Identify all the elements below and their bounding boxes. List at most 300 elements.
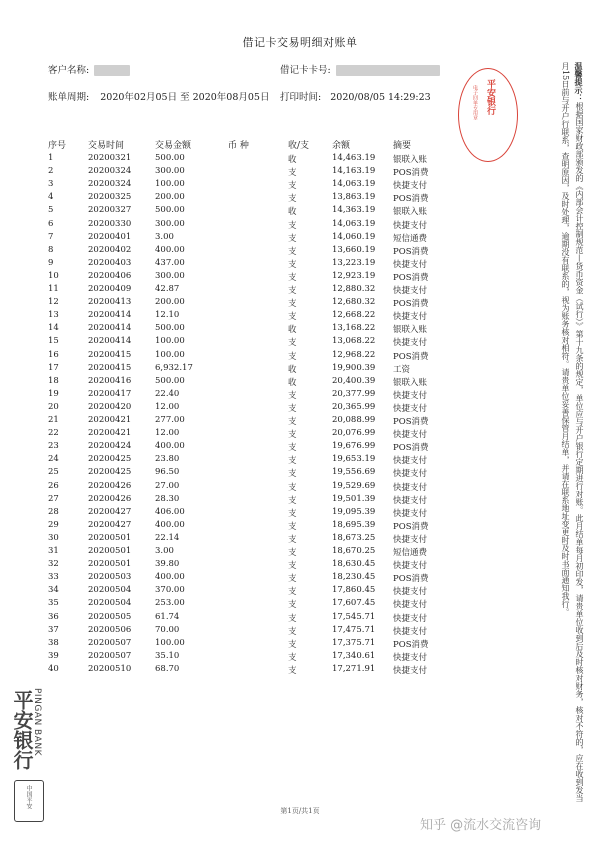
row-index: 32 <box>48 559 59 570</box>
row-balance: 18,673.25 <box>332 532 376 543</box>
row-balance: 20,076.99 <box>332 428 376 439</box>
row-amount: 500.00 <box>155 323 185 334</box>
row-index: 29 <box>48 519 59 530</box>
row-amount: 27.00 <box>155 480 180 491</box>
row-amount: 300.00 <box>155 166 185 177</box>
table-row <box>0 481 600 493</box>
row-date: 20200504 <box>88 585 132 596</box>
row-amount: 277.00 <box>155 415 185 425</box>
card-number-field <box>280 62 440 76</box>
row-date: 20200426 <box>88 480 132 491</box>
row-balance: 17,271.91 <box>332 663 376 674</box>
print-time-label: 打印时间: <box>280 92 322 103</box>
row-index: 11 <box>48 284 59 294</box>
row-direction: 支 <box>288 652 297 663</box>
row-direction: 支 <box>288 587 297 598</box>
row-index: 26 <box>48 480 59 491</box>
row-direction: 支 <box>288 495 297 506</box>
row-summary: POS消费 <box>393 574 429 585</box>
billing-period-value: 2020年02月05日 至 2020年08月05日 <box>100 92 270 103</box>
row-index: 7 <box>48 231 54 242</box>
row-index: 8 <box>48 244 54 255</box>
row-index: 34 <box>48 585 59 596</box>
row-balance: 14,060.19 <box>332 231 376 242</box>
row-balance: 13,168.22 <box>332 323 376 334</box>
row-date: 20200425 <box>88 454 132 465</box>
row-summary: 短信通费 <box>393 233 428 244</box>
row-direction: 支 <box>288 639 297 650</box>
table-row <box>0 363 600 375</box>
row-amount: 100.00 <box>155 349 185 360</box>
row-amount: 3.00 <box>155 231 174 242</box>
row-summary: POS消费 <box>393 168 429 179</box>
row-summary: POS消费 <box>393 272 429 283</box>
row-index: 36 <box>48 611 59 622</box>
row-direction: 支 <box>288 534 297 545</box>
row-date: 20200414 <box>88 323 132 334</box>
table-row <box>0 546 600 558</box>
table-row <box>0 258 600 270</box>
row-direction: 支 <box>288 403 297 414</box>
row-index: 12 <box>48 297 59 308</box>
row-amount: 6,932.17 <box>155 362 193 373</box>
row-summary: 快捷支付 <box>393 587 428 598</box>
row-balance: 13,223.19 <box>332 257 376 268</box>
header-direction: 收/支 <box>288 141 310 151</box>
table-row <box>0 559 600 571</box>
row-date: 20200321 <box>88 153 132 163</box>
row-direction: 支 <box>288 259 297 270</box>
row-direction: 支 <box>288 272 297 283</box>
row-summary: POS消费 <box>393 417 429 427</box>
row-date: 20200507 <box>88 637 132 648</box>
row-amount: 400.00 <box>155 519 185 530</box>
row-balance: 19,501.39 <box>332 493 376 504</box>
row-direction: 支 <box>288 508 297 519</box>
row-direction: 支 <box>288 548 297 558</box>
seal-bank-name: 平安银行 <box>485 79 495 115</box>
row-index: 39 <box>48 650 59 661</box>
row-direction: 收 <box>288 155 297 165</box>
row-balance: 20,088.99 <box>332 415 376 425</box>
row-index: 1 <box>48 153 54 163</box>
row-direction: 支 <box>288 443 297 454</box>
row-balance: 14,363.19 <box>332 205 376 216</box>
row-summary: 快捷支付 <box>393 286 428 296</box>
row-index: 6 <box>48 218 54 229</box>
row-index: 3 <box>48 179 54 190</box>
row-summary: 快捷支付 <box>393 220 428 231</box>
row-index: 16 <box>48 349 59 360</box>
table-row <box>0 415 600 427</box>
row-amount: 28.30 <box>155 493 180 504</box>
row-date: 20200504 <box>88 598 132 609</box>
table-row <box>0 336 600 348</box>
row-summary: 快捷支付 <box>393 665 428 676</box>
row-amount: 100.00 <box>155 179 185 190</box>
row-date: 20200505 <box>88 611 132 622</box>
row-direction: 支 <box>288 521 297 532</box>
row-summary: POS消费 <box>393 443 429 454</box>
table-row <box>0 494 600 506</box>
table-row <box>0 376 600 388</box>
row-direction: 支 <box>288 482 297 493</box>
row-balance: 20,365.99 <box>332 401 376 412</box>
row-balance: 12,668.22 <box>332 310 376 321</box>
table-row <box>0 651 600 663</box>
table-row <box>0 297 600 309</box>
table-row <box>0 192 600 204</box>
table-row <box>0 310 600 322</box>
row-date: 20200327 <box>88 205 132 216</box>
row-balance: 14,463.19 <box>332 153 376 163</box>
row-index: 28 <box>48 506 59 517</box>
row-date: 20200501 <box>88 559 132 570</box>
row-summary: 银联入账 <box>393 207 428 218</box>
row-index: 9 <box>48 257 54 268</box>
row-date: 20200324 <box>88 179 132 190</box>
row-summary: 快捷支付 <box>393 403 428 414</box>
table-row <box>0 664 600 676</box>
row-amount: 22.14 <box>155 532 180 543</box>
row-amount: 500.00 <box>155 205 185 216</box>
customer-name-field <box>48 62 130 76</box>
row-index: 38 <box>48 637 59 648</box>
row-amount: 500.00 <box>155 375 185 386</box>
row-date: 20200401 <box>88 231 132 242</box>
row-amount: 406.00 <box>155 506 185 517</box>
row-index: 5 <box>48 205 54 216</box>
pingan-badge-text: 中国平安 <box>25 785 32 809</box>
card-number-label: 借记卡卡号: <box>280 65 331 76</box>
row-summary: 快捷支付 <box>393 469 428 480</box>
row-direction: 支 <box>288 665 297 676</box>
row-direction: 支 <box>288 312 297 323</box>
row-index: 4 <box>48 192 54 203</box>
row-direction: 收 <box>288 207 297 218</box>
table-row <box>0 166 600 178</box>
row-summary: 快捷支付 <box>393 508 428 519</box>
row-balance: 13,660.19 <box>332 244 376 255</box>
table-row <box>0 625 600 637</box>
row-date: 20200415 <box>88 362 132 373</box>
row-date: 20200414 <box>88 336 132 347</box>
row-direction: 支 <box>288 181 297 192</box>
row-date: 20200425 <box>88 467 132 478</box>
row-summary: 快捷支付 <box>393 338 428 349</box>
row-direction: 收 <box>288 325 297 336</box>
row-date: 20200421 <box>88 428 132 439</box>
row-index: 24 <box>48 454 59 465</box>
row-direction: 支 <box>288 390 297 401</box>
row-summary: 快捷支付 <box>393 613 428 624</box>
table-row <box>0 205 600 217</box>
row-amount: 100.00 <box>155 637 185 648</box>
row-summary: 快捷支付 <box>393 600 428 611</box>
table-row <box>0 467 600 479</box>
table-row <box>0 598 600 610</box>
table-row <box>0 153 600 165</box>
row-index: 31 <box>48 546 59 556</box>
row-amount: 100.00 <box>155 336 185 347</box>
row-amount: 23.80 <box>155 454 180 465</box>
row-direction: 支 <box>288 220 297 231</box>
row-date: 20200421 <box>88 415 132 425</box>
row-index: 30 <box>48 532 59 543</box>
row-index: 25 <box>48 467 59 478</box>
table-row <box>0 323 600 335</box>
row-balance: 19,529.69 <box>332 480 376 491</box>
row-amount: 96.50 <box>155 467 180 478</box>
row-amount: 200.00 <box>155 192 185 203</box>
row-amount: 42.87 <box>155 284 180 294</box>
row-amount: 39.80 <box>155 559 180 570</box>
row-index: 23 <box>48 441 59 452</box>
row-amount: 300.00 <box>155 270 185 281</box>
row-date: 20200406 <box>88 270 132 281</box>
row-summary: 快捷支付 <box>393 312 428 323</box>
row-date: 20200510 <box>88 663 132 674</box>
row-summary: 快捷支付 <box>393 626 428 637</box>
header-amount: 交易金额 <box>155 141 192 151</box>
print-time <box>280 89 431 103</box>
row-index: 14 <box>48 323 59 334</box>
row-direction: 支 <box>288 246 297 257</box>
row-direction: 支 <box>288 233 297 244</box>
row-balance: 19,653.19 <box>332 454 376 465</box>
table-row <box>0 232 600 244</box>
row-direction: 支 <box>288 351 297 362</box>
row-amount: 22.40 <box>155 388 180 399</box>
row-date: 20200424 <box>88 441 132 452</box>
row-direction: 收 <box>288 364 297 375</box>
row-summary: 快捷支付 <box>393 652 428 663</box>
row-direction: 支 <box>288 168 297 179</box>
seal-subtitle: 电子回单专用章 <box>472 85 478 120</box>
header-balance: 余额 <box>332 141 351 151</box>
row-direction: 支 <box>288 430 297 441</box>
row-amount: 3.00 <box>155 546 174 556</box>
row-summary: POS消费 <box>393 351 429 362</box>
table-row <box>0 572 600 584</box>
table-row <box>0 441 600 453</box>
row-index: 40 <box>48 663 59 674</box>
row-index: 10 <box>48 270 59 281</box>
card-number-redaction <box>336 65 440 76</box>
row-direction: 支 <box>288 456 297 467</box>
row-balance: 17,545.71 <box>332 611 376 622</box>
row-summary: 银联入账 <box>393 377 428 388</box>
row-balance: 13,863.19 <box>332 192 376 203</box>
bank-seal-stamp <box>458 68 518 162</box>
row-summary: 快捷支付 <box>393 259 428 270</box>
row-amount: 12.10 <box>155 310 180 321</box>
table-row <box>0 507 600 519</box>
row-balance: 17,375.71 <box>332 637 376 648</box>
row-amount: 400.00 <box>155 572 185 583</box>
row-summary: 银联入账 <box>393 155 428 165</box>
row-summary: 快捷支付 <box>393 495 428 506</box>
row-index: 27 <box>48 493 59 504</box>
row-date: 20200402 <box>88 244 132 255</box>
row-date: 20200324 <box>88 166 132 177</box>
row-amount: 61.74 <box>155 611 180 622</box>
statement-title: 借记卡交易明细对账单 <box>242 36 358 49</box>
row-index: 20 <box>48 401 59 412</box>
table-row <box>0 612 600 624</box>
notice-body: 根据国家财政部颁发的《内部会计控制规范—货币资金（试行）》第十九条的规定，单位应与开户银行定期进行对账。此月结单每月初印发，请贵单位收到后及时核对财务，核对不符的，应在收到发当月15日前与开户行联系，查明原因，及时处理，逾期没有联系的，视为账务核对相符。请贵单位妥善保管月结单，并请在联系地址变更时及时书面通知我行。 <box>561 62 584 802</box>
table-row <box>0 271 600 283</box>
row-balance: 19,676.99 <box>332 441 376 452</box>
page-number: 第1页/共1页 <box>280 807 320 815</box>
row-date: 20200507 <box>88 650 132 661</box>
billing-period <box>48 89 269 103</box>
row-amount: 12.00 <box>155 401 180 412</box>
row-date: 20200416 <box>88 375 132 386</box>
row-summary: 快捷支付 <box>393 390 428 401</box>
row-amount: 437.00 <box>155 257 185 268</box>
table-row <box>0 454 600 466</box>
row-amount: 200.00 <box>155 297 185 308</box>
row-direction: 支 <box>288 194 297 205</box>
row-date: 20200503 <box>88 572 132 583</box>
table-row <box>0 520 600 532</box>
watermark: 知乎 @流水交流咨询 <box>420 818 542 833</box>
row-date: 20200427 <box>88 519 132 530</box>
customer-name-redaction <box>94 65 130 76</box>
row-balance: 14,063.19 <box>332 179 376 190</box>
row-summary: 快捷支付 <box>393 430 428 441</box>
header-currency: 币 种 <box>228 141 249 151</box>
print-time-value: 2020/08/05 14:29:23 <box>330 92 431 103</box>
row-date: 20200427 <box>88 506 132 517</box>
row-balance: 12,680.32 <box>332 297 376 308</box>
notice-heading: 温馨提示： <box>574 62 584 102</box>
row-index: 37 <box>48 624 59 635</box>
row-direction: 支 <box>288 469 297 480</box>
row-date: 20200501 <box>88 532 132 543</box>
row-balance: 13,068.22 <box>332 336 376 347</box>
row-balance: 19,900.39 <box>332 362 376 373</box>
row-balance: 14,063.19 <box>332 218 376 229</box>
row-index: 2 <box>48 166 54 177</box>
row-date: 20200414 <box>88 310 132 321</box>
row-amount: 68.70 <box>155 663 180 674</box>
row-balance: 17,340.61 <box>332 650 376 661</box>
row-summary: 快捷支付 <box>393 181 428 192</box>
table-row <box>0 402 600 414</box>
row-date: 20200409 <box>88 284 132 294</box>
row-balance: 19,556.69 <box>332 467 376 478</box>
row-index: 33 <box>48 572 59 583</box>
row-index: 21 <box>48 415 59 425</box>
table-row <box>0 179 600 191</box>
row-index: 35 <box>48 598 59 609</box>
header-date: 交易时间 <box>88 141 125 151</box>
row-index: 17 <box>48 362 59 373</box>
table-row <box>0 428 600 440</box>
row-direction: 支 <box>288 613 297 624</box>
row-summary: POS消费 <box>393 521 429 532</box>
header-index: 序号 <box>48 141 67 151</box>
row-summary: 工资 <box>393 364 411 375</box>
row-summary: POS消费 <box>393 299 429 310</box>
row-balance: 19,095.39 <box>332 506 376 517</box>
row-direction: 支 <box>288 600 297 611</box>
table-row <box>0 219 600 231</box>
row-summary: 短信通费 <box>393 548 428 558</box>
row-index: 22 <box>48 428 59 439</box>
row-balance: 18,670.25 <box>332 546 376 556</box>
row-amount: 253.00 <box>155 598 185 609</box>
row-summary: 快捷支付 <box>393 456 428 467</box>
row-date: 20200426 <box>88 493 132 504</box>
row-date: 20200501 <box>88 546 132 556</box>
table-row <box>0 638 600 650</box>
row-date: 20200415 <box>88 349 132 360</box>
row-balance: 17,607.45 <box>332 598 376 609</box>
row-summary: 快捷支付 <box>393 482 428 493</box>
header-summary: 摘要 <box>393 141 412 151</box>
row-balance: 14,163.19 <box>332 166 376 177</box>
bank-logo-cn: 平安银行 <box>10 690 34 770</box>
row-summary: 银联入账 <box>393 325 428 336</box>
row-amount: 70.00 <box>155 624 180 635</box>
table-row <box>0 350 600 362</box>
billing-period-label: 账单周期: <box>48 92 90 103</box>
row-summary: POS消费 <box>393 246 429 257</box>
table-row <box>0 533 600 545</box>
row-date: 20200506 <box>88 624 132 635</box>
row-balance: 17,860.45 <box>332 585 376 596</box>
row-summary: POS消费 <box>393 194 429 205</box>
row-date: 20200413 <box>88 297 132 308</box>
row-index: 18 <box>48 375 59 386</box>
bank-logo-en: PINGAN BANK <box>32 688 42 757</box>
row-direction: 收 <box>288 377 297 388</box>
row-balance: 20,377.99 <box>332 388 376 399</box>
row-balance: 12,968.22 <box>332 349 376 360</box>
row-balance: 17,475.71 <box>332 624 376 635</box>
row-direction: 支 <box>288 338 297 349</box>
table-row <box>0 585 600 597</box>
table-row <box>0 245 600 257</box>
row-amount: 500.00 <box>155 153 185 163</box>
row-date: 20200417 <box>88 388 132 399</box>
table-row <box>0 389 600 401</box>
row-index: 15 <box>48 336 59 347</box>
table-row <box>0 284 600 296</box>
row-direction: 支 <box>288 286 297 296</box>
customer-name-label: 客户名称: <box>48 65 90 76</box>
row-balance: 18,695.39 <box>332 519 376 530</box>
row-summary: 快捷支付 <box>393 561 428 572</box>
row-index: 19 <box>48 388 59 399</box>
row-summary: 快捷支付 <box>393 534 428 545</box>
row-amount: 400.00 <box>155 441 185 452</box>
row-balance: 12,880.32 <box>332 284 376 294</box>
row-balance: 20,400.39 <box>332 375 376 386</box>
row-amount: 12.00 <box>155 428 180 439</box>
row-date: 20200325 <box>88 192 132 203</box>
row-amount: 370.00 <box>155 585 185 596</box>
row-direction: 支 <box>288 561 297 572</box>
row-direction: 支 <box>288 299 297 310</box>
row-balance: 18,630.45 <box>332 559 376 570</box>
row-date: 20200420 <box>88 401 132 412</box>
notice-panel <box>516 62 586 802</box>
row-balance: 18,230.45 <box>332 572 376 583</box>
